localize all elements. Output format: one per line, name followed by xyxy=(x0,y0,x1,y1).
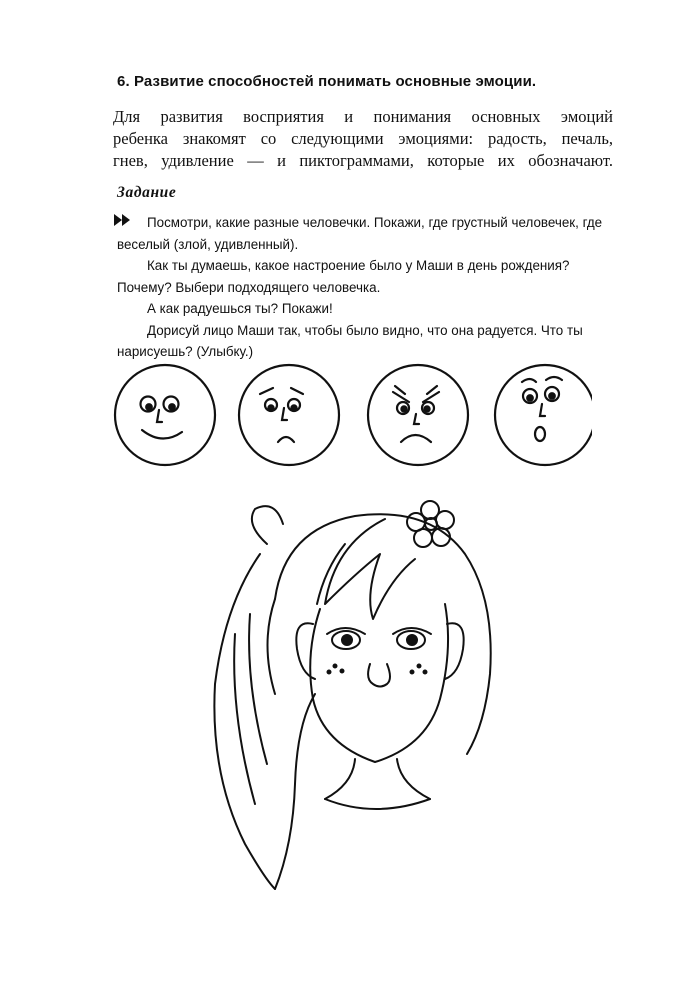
happy-face-icon xyxy=(115,365,215,465)
task-paragraph: Посмотри, какие разные человечки. Покажи, где грустный человечек, где веселый (злой, удивленный). xyxy=(117,215,603,252)
girl-face-outline xyxy=(205,484,525,904)
intro-line: гнев, удивление — и пиктограммами, которые их обозначают. xyxy=(113,151,613,170)
angry-face-icon xyxy=(368,365,468,465)
task-instructions xyxy=(117,212,617,363)
task-title: Задание xyxy=(117,184,177,201)
intro-line: ребенка знакомят со следующими эмоциями: радость, печаль, xyxy=(113,129,613,148)
emotion-faces xyxy=(112,362,592,472)
sad-face-icon xyxy=(239,365,339,465)
intro-line: Для развития восприятия и понимания основных эмоций xyxy=(113,107,613,126)
task-paragraph: Дорисуй лицо Маши так, чтобы было видно, что она радуется. Что ты нарисуешь? (Улыбку.) xyxy=(117,322,583,359)
task-paragraph: А как радуешься ты? Покажи! xyxy=(147,301,333,316)
task-paragraph: Как ты думаешь, какое настроение было у Маши в день рождения? Почему? Выбери подходящего человечка. xyxy=(117,258,570,295)
section-heading: 6. Развитие способностей понимать основные эмоции. xyxy=(117,73,537,90)
intro-paragraph xyxy=(113,106,613,172)
surprised-face-icon xyxy=(495,365,592,465)
